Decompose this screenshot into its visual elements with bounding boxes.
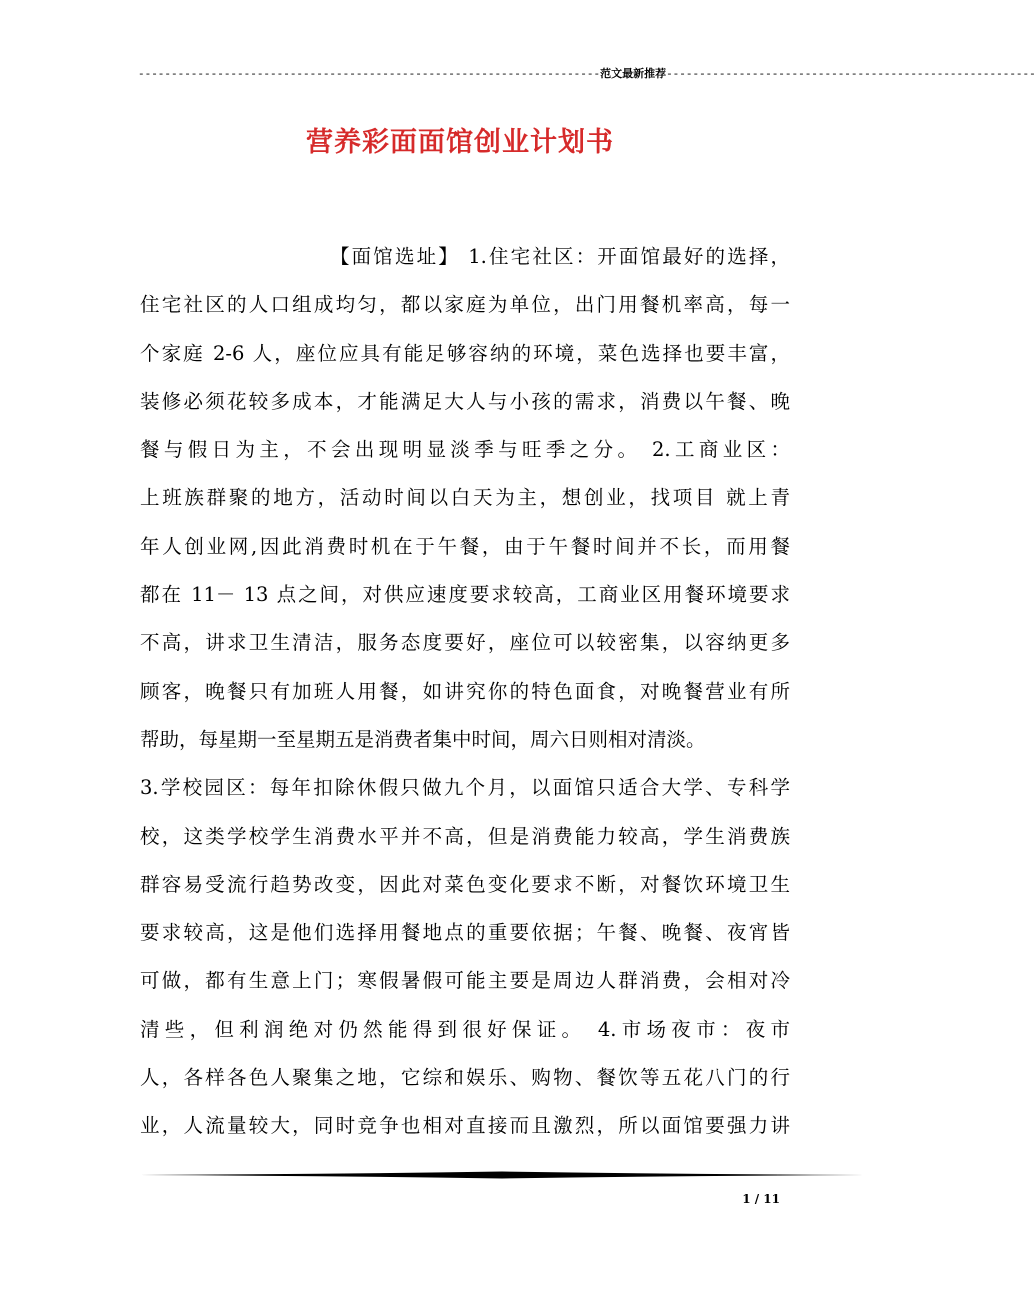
body-line: 要求较高，这是他们选择用餐地点的重要依据；午餐、晚餐、夜宵皆 [140,921,790,945]
body-line: 装修必须花较多成本，才能满足大人与小孩的需求，消费以午餐、晚 [140,389,790,413]
body-line: 清些，但利润绝对仍然能得到很好保证。 4.市场夜市：夜市 [140,1017,790,1041]
body-line: 可做，都有生意上门；寒假暑假可能主要是周边人群消费，会相对冷 [140,969,790,993]
footer-rule [140,1168,864,1182]
body-line: 不高，讲求卫生清洁，服务态度要好，座位可以较密集，以容纳更多 [140,631,790,655]
body-line: 都在 11－ 13 点之间，对供应速度要求较高，工商业区用餐环境要求 [140,583,790,607]
body-line: 【面馆选址】 1.住宅社区：开面馆最好的选择， [330,245,790,268]
body-line: 帮助，每星期一至星期五是消费者集中时间，周六日则相对清淡。 [140,727,706,751]
body-line: 人，各样各色人聚集之地，它综和娱乐、购物、餐饮等五花八门的行 [140,1066,790,1090]
body-line: 年人创业网,因此消费时机在于午餐，由于午餐时间并不长，而用餐 [140,534,790,558]
body-line: 上班族群聚的地方，活动时间以白天为主，想创业，找项目 就上青 [140,486,790,510]
body-line: 餐与假日为主，不会出现明显淡季与旺季之分。 2.工商业区： [140,438,790,462]
header-dashes-right: -------------------------------------------------------- [666,69,1036,81]
body-line: 群容易受流行趋势改变，因此对菜色变化要求不断，对餐饮环境卫生 [140,872,790,896]
page-number: 1 / 11 [742,1192,780,1206]
body-line: 业，人流量较大，同时竞争也相对直接而且激烈，所以面馆要强力讲 [140,1114,790,1138]
body-line: 3.学校园区：每年扣除休假只做九个月，以面馆只适合大学、专科学 [140,776,790,800]
document-title: 营养彩面面馆创业计划书 [306,127,614,158]
page-header [138,66,1036,83]
body-line: 个家庭 2-6 人，座位应具有能足够容纳的环境，菜色选择也要丰富， [140,341,790,365]
document-body [140,233,790,1151]
header-label: 范文最新推荐 [600,67,667,80]
header-dashes-left: ---------------------------------------------------------------------- [138,69,601,81]
body-line: 顾客，晚餐只有加班人用餐，如讲究你的特色面食，对晚餐营业有所 [140,679,790,703]
body-line: 住宅社区的人口组成均匀，都以家庭为单位，出门用餐机率高，每一 [140,293,790,317]
footer-rule-shape [140,1172,864,1179]
body-line: 校，这类学校学生消费水平并不高，但是消费能力较高，学生消费族 [140,824,790,848]
